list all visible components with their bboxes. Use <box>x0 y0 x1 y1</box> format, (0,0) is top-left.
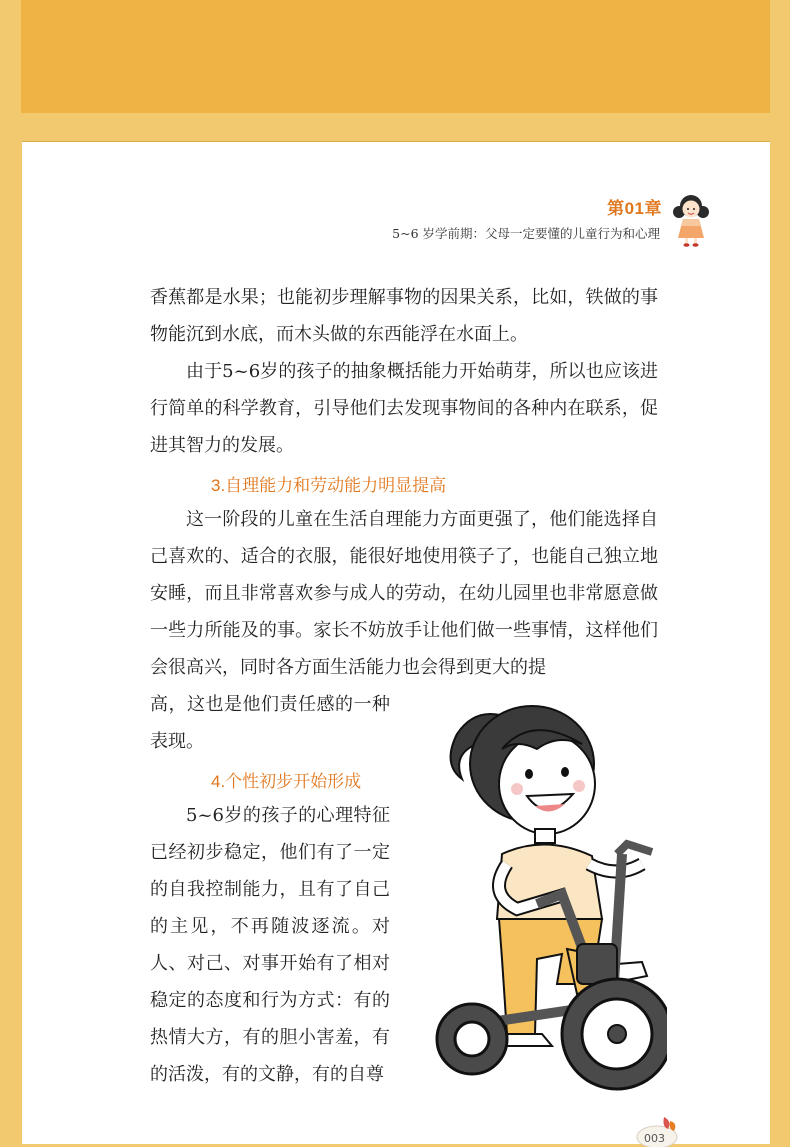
girl-mascot-icon <box>670 190 712 248</box>
page-number: 003 <box>644 1132 665 1145</box>
paragraph-3-end: 高，这也是他们责任感的一种表现。 <box>150 694 390 752</box>
book-page <box>22 141 770 1144</box>
paragraph-1: 香蕉都是水果；也能初步理解事物的因果关系，比如，铁做的事物能沉到水底，而木头做的东西能浮在水面上。 <box>150 287 658 345</box>
paragraph-3: 这一阶段的儿童在生活自理能力方面更强了，他们能选择自己喜欢的、适合的衣服，能很好地使用筷子了，也能自己独立地安睡，而且非常喜欢参与成人的劳动，在幼儿园里也非常愿意做一些力所能及的事。家长不妨放手让他们做一些事情，这样他们会很高兴，同时各方面生活能力也会得到更大的提 <box>150 509 658 678</box>
chapter-title: 第01章 <box>607 199 662 218</box>
paragraph-2: 由于5~6岁的孩子的抽象概括能力开始萌芽，所以也应该进行简单的科学教育，引导他们去发现事物间的各种内在联系，促进其智力的发展。 <box>150 361 658 456</box>
girl-on-tricycle-illustration <box>417 694 667 1099</box>
section-heading-3: 3.自理能力和劳动能力明显提高 <box>211 476 447 495</box>
chapter-subtitle: 5~6 岁学前期：父母一定要懂的儿童行为和心理 <box>392 226 660 241</box>
section-heading-4: 4.个性初步开始形成 <box>211 772 362 791</box>
paragraph-4: 5~6岁的孩子的心理特征已经初步稳定，他们有了一定的自我控制能力，且有了自己的主见，不再随波逐流。对人、对己、对事开始有了相对稳定的态度和行为方式：有的热情大方，有的胆小害羞，有的活泼，有的文静，有的自尊 <box>150 805 390 1085</box>
top-banner <box>21 0 770 113</box>
